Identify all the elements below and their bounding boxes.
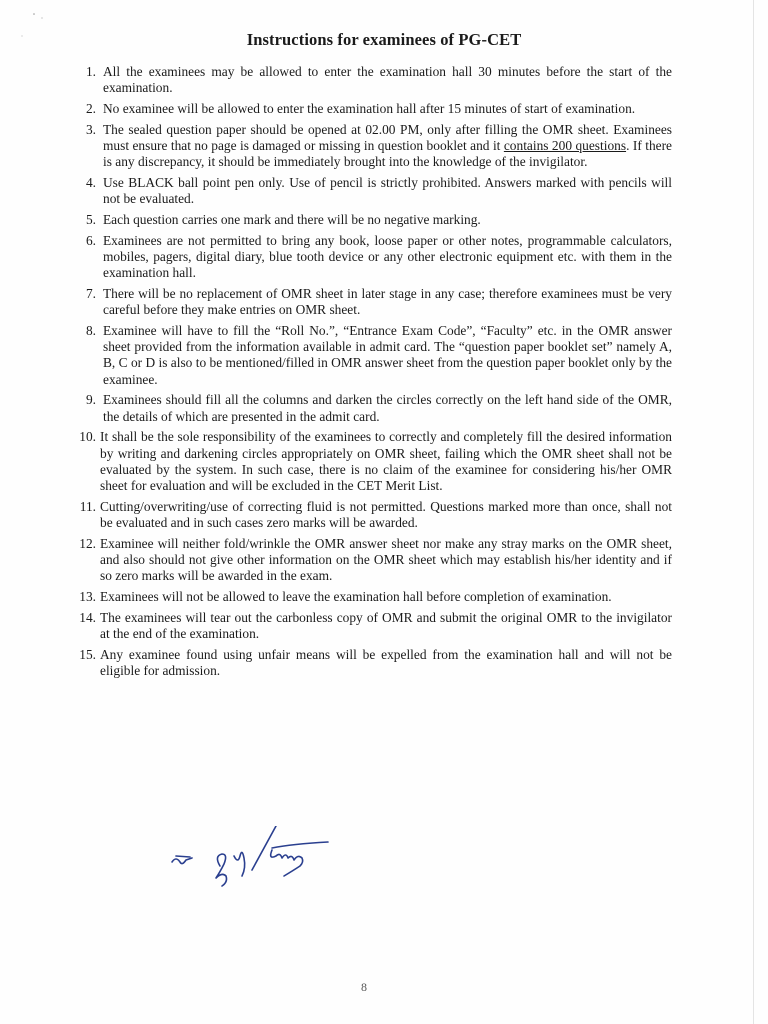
item-number: 7. bbox=[85, 286, 96, 301]
item-number: 11. bbox=[79, 498, 96, 514]
page-number: 8 bbox=[361, 980, 367, 994]
instruction-list bbox=[74, 64, 672, 684]
underlined-text: contains 200 questions bbox=[503, 138, 627, 153]
list-item bbox=[74, 647, 672, 679]
item-text bbox=[103, 122, 672, 171]
item-number: 10. bbox=[79, 429, 96, 445]
list-item bbox=[74, 429, 672, 494]
item-number: 14. bbox=[79, 609, 96, 625]
item-number: 12. bbox=[79, 535, 96, 551]
item-text: Use BLACK ball point pen only. Use of pencil is strictly prohibited. Answers marked with pencils will not be evaluated. bbox=[103, 175, 672, 207]
item-text: Examinees will not be allowed to leave the examination hall before completion of examination. bbox=[100, 589, 612, 605]
list-item bbox=[74, 323, 672, 388]
page-title: Instructions for examinees of PG-CET bbox=[246, 30, 522, 49]
list-item bbox=[74, 536, 672, 585]
item-number: 1. bbox=[85, 64, 96, 79]
item-number: 9. bbox=[85, 392, 96, 408]
item-text: Each question carries one mark and there will be no negative marking. bbox=[103, 212, 481, 227]
list-item bbox=[74, 212, 672, 228]
item-text-part: . If there is any discrepancy, it should be immediately brought into the knowledge of the invigilator. bbox=[103, 138, 672, 170]
list-item bbox=[74, 101, 672, 117]
item-text: Examinees should fill all the columns and darken the circles correctly on the left hand side of the OMR, the details of which are presented in the admit card. bbox=[103, 392, 672, 424]
item-text: Examinee will have to fill the “Roll No.”, “Entrance Exam Code”, “Faculty” etc. in the OMR answer sheet provided from the information available in admit card. The “question paper booklet set” namely A, B, C or D is also to be mentioned/filled in OMR answer sheet from the question paper booklet only by the examinee. bbox=[103, 323, 672, 387]
item-text: No examinee will be allowed to enter the examination hall after 15 minutes of start of examination. bbox=[103, 101, 636, 116]
item-text-part: The sealed question paper should be opened at 02.00 PM, only after filling the OMR sheet. Examinees must ensure that no page is damaged or missing in question booklet and it bbox=[103, 121, 672, 153]
scan-edge-line bbox=[753, 0, 754, 1024]
list-item bbox=[74, 286, 672, 318]
item-number: 2. bbox=[85, 101, 96, 116]
list-item bbox=[74, 122, 672, 171]
list-item bbox=[74, 392, 672, 424]
list-item bbox=[74, 175, 672, 207]
item-number: 5. bbox=[85, 212, 96, 227]
list-item bbox=[74, 233, 672, 282]
item-text: Cutting/overwriting/use of correcting fluid is not permitted. Questions marked more than once, shall not be evaluated and in such cases zero marks will be awarded. bbox=[100, 498, 672, 531]
item-number: 6. bbox=[85, 232, 96, 248]
item-number: 15. bbox=[79, 646, 96, 662]
list-item bbox=[74, 64, 672, 96]
item-text: Any examinee found using unfair means will be expelled from the examination hall and will not be eligible for admission. bbox=[100, 646, 672, 679]
item-text: All the examinees may be allowed to enter the examination hall 30 minutes before the start of the examination. bbox=[103, 64, 672, 96]
signature-icon bbox=[168, 826, 348, 896]
item-text: Examinees are not permitted to bring any book, loose paper or other notes, programmable calculators, mobiles, pagers, digital diary, blue tooth device or any other electronic equipment etc. with them in the examination hall. bbox=[103, 232, 672, 281]
item-text: It shall be the sole responsibility of the examinees to correctly and completely fill the desired information by writing and darkening circles appropriately on OMR sheet, failing which the OMR sheet shall not be evaluated by the system. In such case, there is no claim of the examinee for considering his/her OMR sheet for evaluation and will be excluded in the CET Merit List. bbox=[100, 429, 672, 494]
list-item bbox=[74, 610, 672, 642]
item-number: 8. bbox=[85, 323, 96, 338]
item-number: 3. bbox=[85, 121, 96, 137]
list-item bbox=[74, 589, 672, 605]
item-text: Examinee will neither fold/wrinkle the OMR answer sheet nor make any stray marks on the OMR sheet, and also should not give other information on the OMR sheet which may establish his/her identity and if so zero marks will be awarded in the exam. bbox=[100, 535, 672, 584]
item-text: There will be no replacement of OMR sheet in later stage in any case; therefore examinees must be very careful before they make entries on OMR sheet. bbox=[103, 286, 672, 318]
item-number: 13. bbox=[79, 589, 96, 605]
list-item bbox=[74, 499, 672, 531]
item-number: 4. bbox=[85, 175, 96, 190]
item-text: The examinees will tear out the carbonless copy of OMR and submit the original OMR to the invigilator at the end of the examination. bbox=[100, 609, 672, 642]
